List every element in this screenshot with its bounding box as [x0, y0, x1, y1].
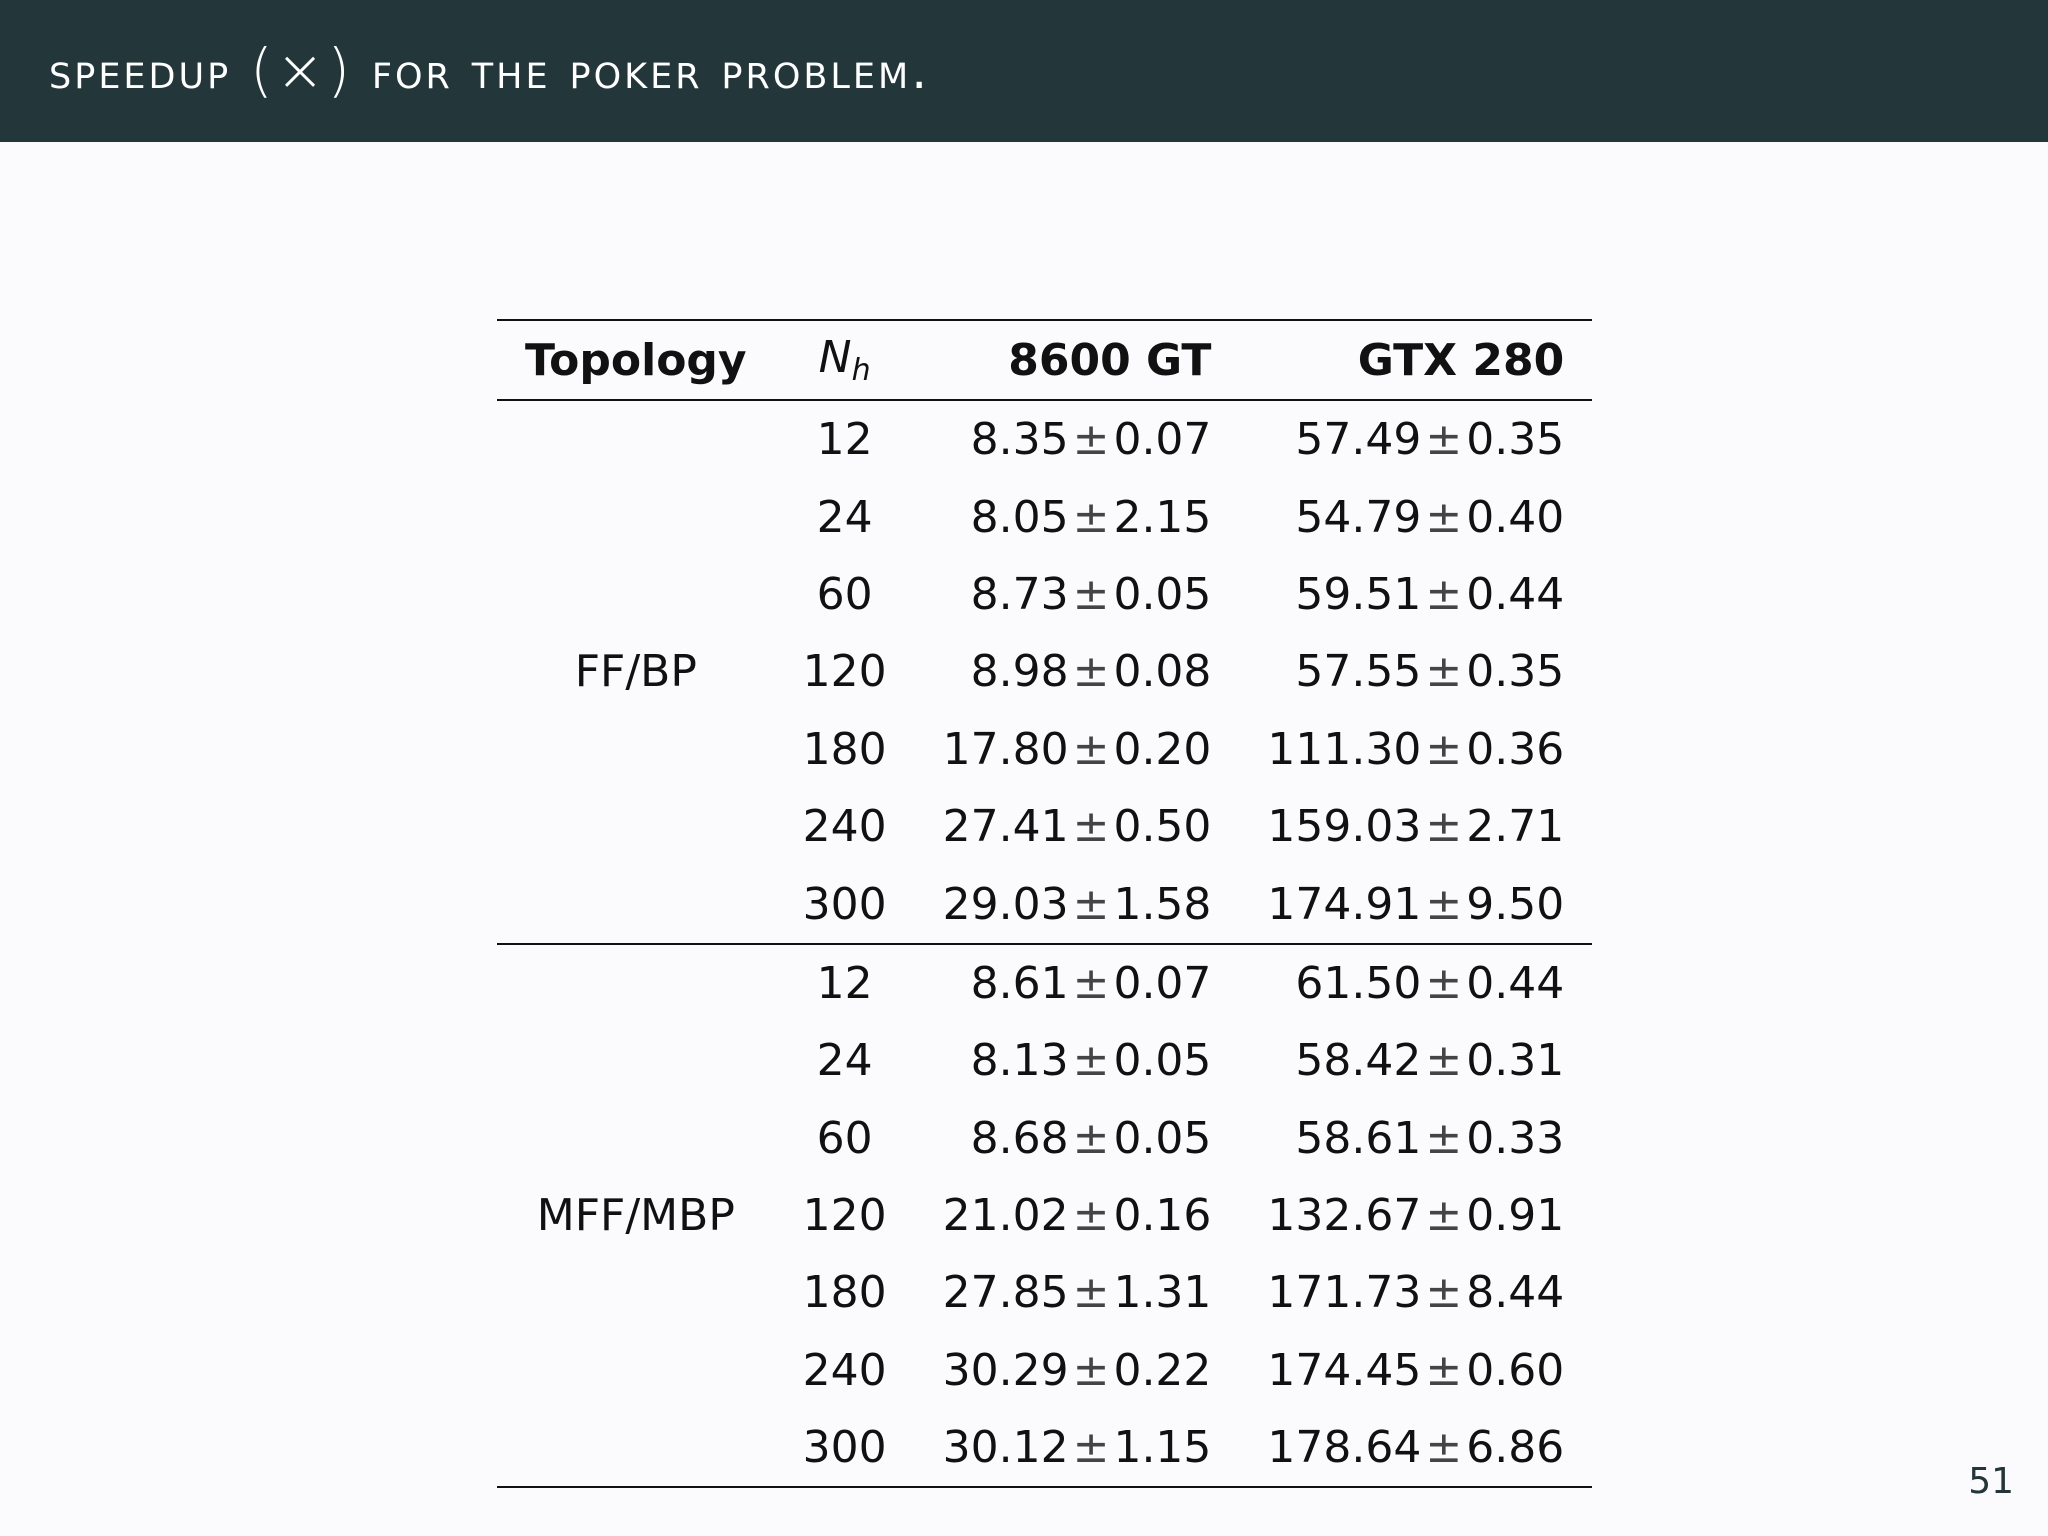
speedup-8600gt-cell — [915, 711, 1240, 788]
error-value: 1.31 — [1113, 1267, 1212, 1319]
header-8600gt: 8600 GT — [915, 320, 1240, 400]
speedup-table — [497, 319, 1592, 1488]
mean-value: 8.98 — [970, 646, 1069, 698]
speedup-gtx280-cell — [1239, 944, 1592, 1022]
nh-cell: 300 — [775, 1409, 915, 1487]
speedup-8600gt-cell — [915, 400, 1240, 478]
plus-minus-symbol: ± — [1425, 1344, 1463, 1396]
mean-value: 21.02 — [942, 1190, 1069, 1242]
mean-value: 8.35 — [970, 414, 1069, 466]
speedup-8600gt-cell — [915, 788, 1240, 865]
speedup-8600gt-cell — [915, 556, 1240, 633]
speedup-gtx280-cell — [1239, 788, 1592, 865]
error-value: 0.50 — [1113, 801, 1212, 853]
mean-value: 61.50 — [1295, 957, 1422, 1009]
error-value: 0.22 — [1113, 1344, 1212, 1396]
topology-cell: FF/BP — [497, 400, 775, 944]
header-topology: Topology — [497, 320, 775, 400]
nh-cell: 12 — [816, 414, 873, 466]
plus-minus-symbol: ± — [1425, 1267, 1463, 1319]
error-value: 0.05 — [1113, 1035, 1212, 1087]
mean-value: 178.64 — [1267, 1422, 1422, 1474]
error-value: 9.50 — [1466, 878, 1565, 930]
plus-minus-symbol: ± — [1072, 1190, 1110, 1242]
nh-cell: 180 — [802, 723, 887, 775]
nh-cell: 300 — [775, 865, 915, 943]
plus-minus-symbol: ± — [1425, 1422, 1463, 1474]
speedup-8600gt-cell — [915, 1332, 1240, 1409]
table-row — [497, 400, 1592, 478]
nh-cell: 60 — [816, 1112, 873, 1164]
plus-minus-symbol: ± — [1072, 1112, 1110, 1164]
speedup-8600gt-cell — [915, 1254, 1240, 1331]
error-value: 0.44 — [1466, 568, 1565, 620]
speedup-gtx280-cell — [1239, 865, 1592, 943]
mean-value: 29.03 — [942, 878, 1069, 930]
error-value: 0.33 — [1466, 1112, 1565, 1164]
slide-title-bar — [0, 0, 2048, 142]
page-number: 51 — [1968, 1461, 2014, 1502]
slide-title-symbol: (×) — [250, 36, 353, 104]
speedup-gtx280-cell — [1239, 400, 1592, 478]
plus-minus-symbol: ± — [1425, 414, 1463, 466]
mean-value: 159.03 — [1267, 801, 1422, 853]
speedup-8600gt-cell — [915, 1100, 1240, 1177]
nh-cell: 24 — [816, 1035, 873, 1087]
speedup-gtx280-cell — [1239, 1022, 1592, 1099]
error-value: 0.05 — [1113, 1112, 1212, 1164]
error-value: 0.20 — [1113, 723, 1212, 775]
speedup-gtx280-cell — [1239, 478, 1592, 555]
speedup-gtx280-cell — [1239, 1409, 1592, 1487]
topology-cell: MFF/MBP — [497, 944, 775, 1488]
error-value: 0.07 — [1113, 957, 1212, 1009]
error-value: 0.16 — [1113, 1190, 1212, 1242]
speedup-8600gt-cell — [915, 865, 1240, 943]
speedup-gtx280-cell — [1239, 633, 1592, 710]
nh-cell: 240 — [802, 1344, 887, 1396]
speedup-gtx280-cell — [1239, 1177, 1592, 1254]
slide-title — [49, 34, 930, 102]
plus-minus-symbol: ± — [1425, 878, 1463, 930]
mean-value: 8.05 — [970, 491, 1069, 543]
plus-minus-symbol: ± — [1425, 1112, 1463, 1164]
mean-value: 174.45 — [1267, 1344, 1422, 1396]
mean-value: 8.13 — [970, 1035, 1069, 1087]
mean-value: 57.49 — [1295, 414, 1422, 466]
error-value: 0.35 — [1466, 414, 1565, 466]
plus-minus-symbol: ± — [1425, 801, 1463, 853]
plus-minus-symbol: ± — [1425, 1190, 1463, 1242]
error-value: 2.71 — [1466, 801, 1565, 853]
header-gtx280: GTX 280 — [1239, 320, 1592, 400]
nh-cell: 180 — [802, 1267, 887, 1319]
header-nh-sub: h — [851, 353, 871, 388]
table-body — [497, 400, 1592, 1487]
speedup-gtx280-cell — [1239, 711, 1592, 788]
table-header-row — [497, 320, 1592, 400]
error-value: 0.60 — [1466, 1344, 1565, 1396]
nh-cell: 120 — [802, 1190, 887, 1242]
mean-value: 111.30 — [1267, 723, 1422, 775]
nh-cell: 24 — [816, 491, 873, 543]
error-value: 2.15 — [1113, 491, 1212, 543]
speedup-8600gt-cell — [915, 944, 1240, 1022]
plus-minus-symbol: ± — [1072, 1344, 1110, 1396]
plus-minus-symbol: ± — [1072, 1267, 1110, 1319]
plus-minus-symbol: ± — [1072, 878, 1110, 930]
error-value: 0.07 — [1113, 414, 1212, 466]
plus-minus-symbol: ± — [1425, 1035, 1463, 1087]
mean-value: 8.68 — [970, 1112, 1069, 1164]
error-value: 0.40 — [1466, 491, 1565, 543]
mean-value: 58.42 — [1295, 1035, 1422, 1087]
slide-title-post: for the poker problem. — [352, 42, 931, 100]
error-value: 0.08 — [1113, 646, 1212, 698]
speedup-gtx280-cell — [1239, 1100, 1592, 1177]
plus-minus-symbol: ± — [1072, 1422, 1110, 1474]
error-value: 0.05 — [1113, 568, 1212, 620]
speedup-8600gt-cell — [915, 1022, 1240, 1099]
error-value: 0.31 — [1466, 1035, 1565, 1087]
mean-value: 30.12 — [942, 1422, 1069, 1474]
mean-value: 57.55 — [1295, 646, 1422, 698]
header-nh — [775, 320, 915, 400]
speedup-8600gt-cell — [915, 478, 1240, 555]
nh-cell: 120 — [802, 646, 887, 698]
speedup-gtx280-cell — [1239, 556, 1592, 633]
mean-value: 17.80 — [942, 723, 1069, 775]
plus-minus-symbol: ± — [1072, 1035, 1110, 1087]
mean-value: 8.73 — [970, 568, 1069, 620]
plus-minus-symbol: ± — [1072, 568, 1110, 620]
speedup-8600gt-cell — [915, 1177, 1240, 1254]
speedup-gtx280-cell — [1239, 1332, 1592, 1409]
mean-value: 59.51 — [1295, 568, 1422, 620]
error-value: 0.36 — [1466, 723, 1565, 775]
header-nh-main: N — [818, 332, 852, 383]
plus-minus-symbol: ± — [1072, 723, 1110, 775]
error-value: 1.58 — [1113, 878, 1212, 930]
mean-value: 132.67 — [1267, 1190, 1422, 1242]
mean-value: 8.61 — [970, 957, 1069, 1009]
plus-minus-symbol: ± — [1072, 646, 1110, 698]
plus-minus-symbol: ± — [1072, 491, 1110, 543]
nh-cell: 240 — [802, 801, 887, 853]
error-value: 6.86 — [1466, 1422, 1565, 1474]
slide-title-pre: speedup — [49, 42, 251, 100]
plus-minus-symbol: ± — [1072, 414, 1110, 466]
error-value: 0.91 — [1466, 1190, 1565, 1242]
mean-value: 58.61 — [1295, 1112, 1422, 1164]
nh-cell: 12 — [816, 957, 873, 1009]
plus-minus-symbol: ± — [1425, 646, 1463, 698]
mean-value: 27.85 — [942, 1267, 1069, 1319]
speedup-8600gt-cell — [915, 1409, 1240, 1487]
mean-value: 171.73 — [1267, 1267, 1422, 1319]
mean-value: 27.41 — [942, 801, 1069, 853]
error-value: 0.35 — [1466, 646, 1565, 698]
mean-value: 174.91 — [1267, 878, 1422, 930]
plus-minus-symbol: ± — [1425, 568, 1463, 620]
error-value: 1.15 — [1113, 1422, 1212, 1474]
nh-cell: 60 — [816, 568, 873, 620]
plus-minus-symbol: ± — [1425, 723, 1463, 775]
mean-value: 30.29 — [942, 1344, 1069, 1396]
error-value: 8.44 — [1466, 1267, 1565, 1319]
speedup-gtx280-cell — [1239, 1254, 1592, 1331]
plus-minus-symbol: ± — [1425, 957, 1463, 1009]
error-value: 0.44 — [1466, 957, 1565, 1009]
plus-minus-symbol: ± — [1072, 957, 1110, 1009]
mean-value: 54.79 — [1295, 491, 1422, 543]
table-row — [497, 944, 1592, 1022]
plus-minus-symbol: ± — [1425, 491, 1463, 543]
plus-minus-symbol: ± — [1072, 801, 1110, 853]
speedup-8600gt-cell — [915, 633, 1240, 710]
